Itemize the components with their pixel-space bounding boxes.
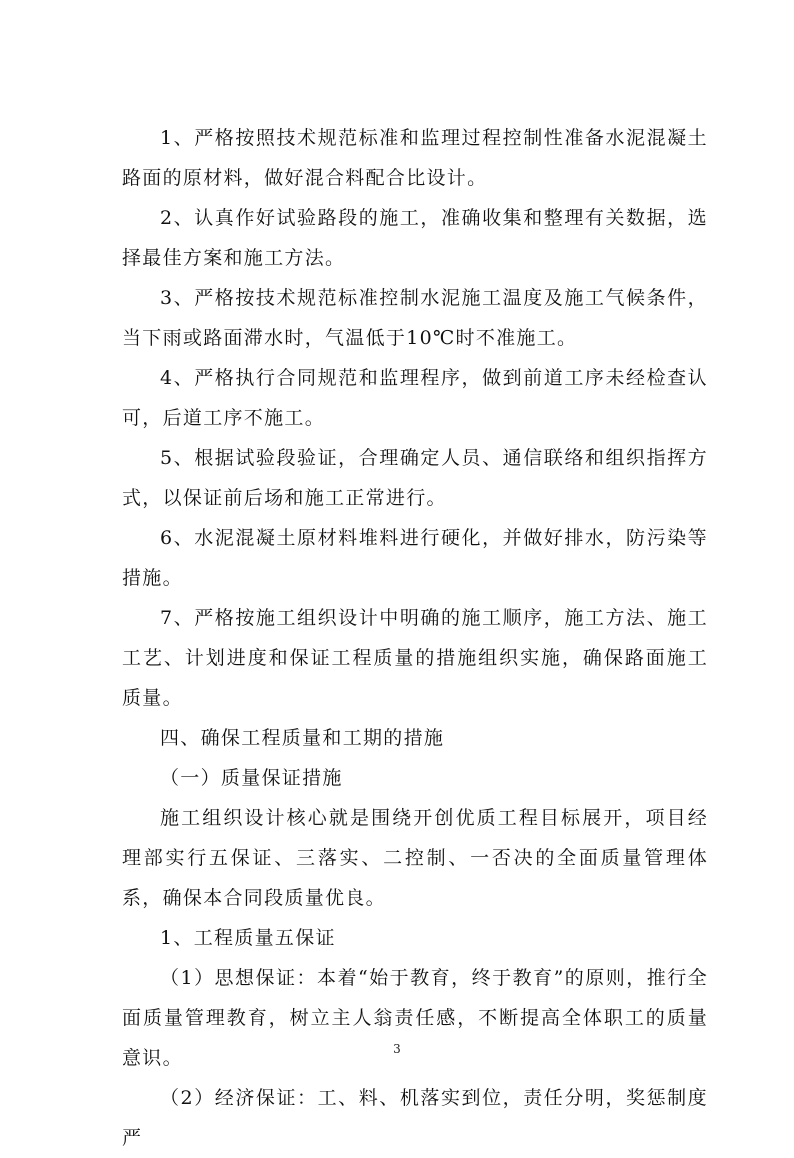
paragraph-trial-section: 2、认真作好试验路段的施工，准确收集和整理有关数据，选择最佳方案和施工方法。: [122, 207, 708, 269]
paragraph-ideological-guarantee: （1）思想保证：本着“始于教育，终于教育”的原则，推行全面质量管理教育，树立主人翁责任感，不断提高全体职工的质量意识。: [122, 967, 708, 1069]
document-body: [122, 118, 708, 1158]
paragraph-supervision-procedure: 4、严格执行合同规范和监理程序，做到前道工序未经检查认可，后道工序不施工。: [122, 367, 708, 429]
paragraph-material-standards: 1、严格按照技术规范标准和监理过程控制性准备水泥混凝土路面的原材料，做好混合料配合比设计。: [122, 127, 708, 189]
page-number: 3: [393, 1042, 401, 1056]
paragraph-temperature-control: 3、严格按技术规范标准控制水泥施工温度及施工气候条件，当下雨或路面滞水时，气温低于10℃时不准施工。: [122, 287, 708, 349]
paragraph-economic-guarantee: （2）经济保证：工、料、机落实到位，责任分明，奖惩制度严: [122, 1087, 708, 1149]
paragraph-staffing-communication: 5、根据试验段验证，合理确定人员、通信联络和组织指挥方式，以保证前后场和施工正常进行。: [122, 447, 708, 509]
paragraph-construction-sequence: 7、严格按施工组织设计中明确的施工顺序，施工方法、施工工艺、计划进度和保证工程质量的措施组织实施，确保路面施工质量。: [122, 607, 708, 709]
paragraph-quality-management-system: 施工组织设计核心就是围绕开创优质工程目标展开，项目经理部实行五保证、三落实、二控制、一否决的全面质量管理体系，确保本合同段质量优良。: [122, 807, 708, 909]
heading-five-guarantees: 1、工程质量五保证: [160, 927, 336, 949]
paragraph-material-storage: 6、水泥混凝土原材料堆料进行硬化，并做好排水，防污染等措施。: [122, 527, 708, 589]
subsection-heading-quality-assurance: （一）质量保证措施: [160, 767, 343, 789]
section-heading-quality-and-schedule: 四、确保工程质量和工期的措施: [160, 727, 445, 749]
